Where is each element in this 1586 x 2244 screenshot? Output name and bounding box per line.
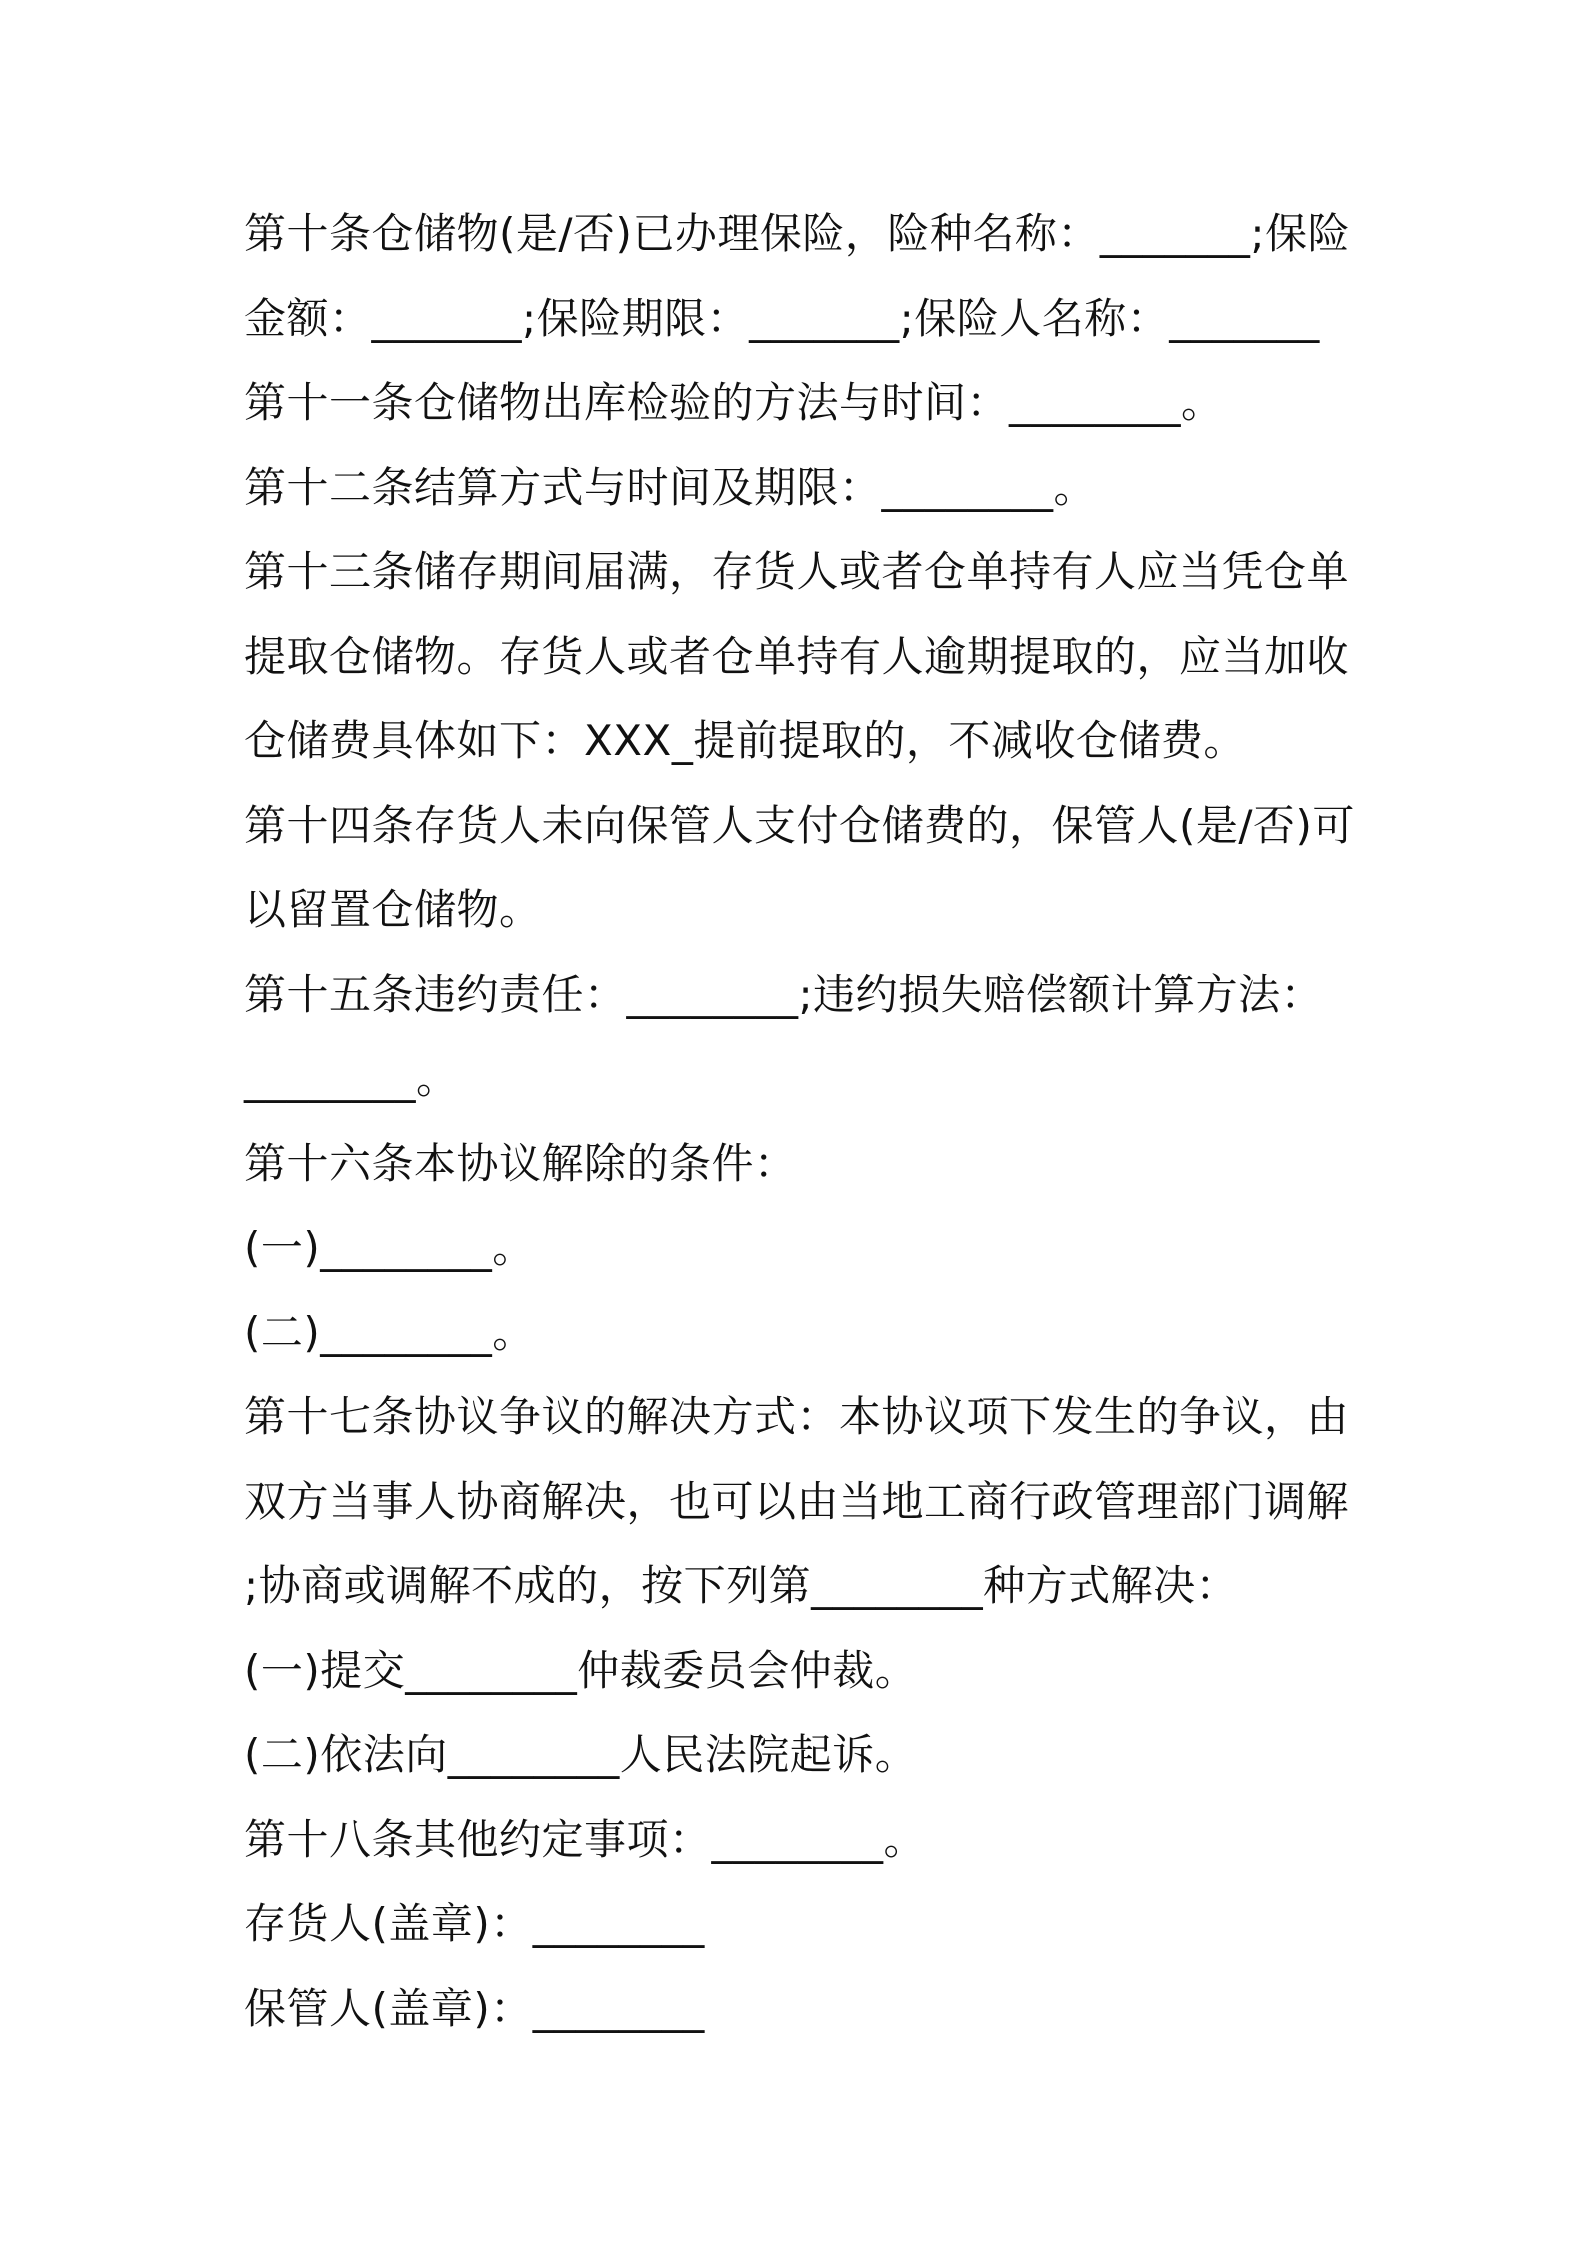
clause-16-item-1: (一)________。	[244, 1223, 535, 1272]
clause-17-line-1: 第十七条协议争议的解决方式：本协议项下发生的争议，由	[244, 1392, 1350, 1441]
clause-15-line-1: 第十五条违约责任：________;违约损失赔偿额计算方法：	[244, 969, 1324, 1019]
clause-14-line-1: 第十四条存货人未向保管人支付仓储费的，保管人(是/否)可	[244, 800, 1355, 850]
clause-18: 第十八条其他约定事项：________。	[244, 1814, 927, 1864]
custodian-signature-line: 保管人(盖章)：________	[244, 1983, 705, 2033]
document-body	[244, 192, 1364, 2051]
clause-13-line-1: 第十三条储存期间届满，存货人或者仓单持有人应当凭仓单	[244, 547, 1350, 596]
clause-17-option-1: (一)提交________仲裁委员会仲裁。	[244, 1645, 918, 1695]
clause-17-line-3: ;协商或调解不成的，按下列第________种方式解决：	[244, 1561, 1239, 1610]
clause-11: 第十一条仓储物出库检验的方法与时间：________。	[244, 378, 1224, 427]
clause-14-line-2: 以留置仓储物。	[244, 885, 542, 934]
clause-15-line-2: ________。	[244, 1054, 459, 1103]
depositor-signature-line: 存货人(盖章)：________	[244, 1899, 705, 1948]
clause-17-option-2: (二)依法向________人民法院起诉。	[244, 1730, 918, 1779]
clause-10-line-1: 第十条仓储物(是/否)已办理保险，险种名称：_______;保险	[244, 209, 1351, 258]
clause-12: 第十二条结算方式与时间及期限：________。	[244, 462, 1097, 512]
clause-17-line-2: 双方当事人协商解决，也可以由当地工商行政管理部门调解	[244, 1476, 1350, 1526]
clause-16-item-2: (二)________。	[244, 1307, 535, 1357]
clause-13-line-2: 提取仓储物。存货人或者仓单持有人逾期提取的，应当加收	[244, 631, 1350, 681]
clause-16: 第十六条本协议解除的条件：	[244, 1138, 797, 1188]
clause-13-line-3: 仓储费具体如下：XXX_提前提取的，不减收仓储费。	[244, 716, 1246, 765]
clause-10-line-2: 金额：_______;保险期限：_______;保险人名称：_______	[244, 293, 1320, 343]
